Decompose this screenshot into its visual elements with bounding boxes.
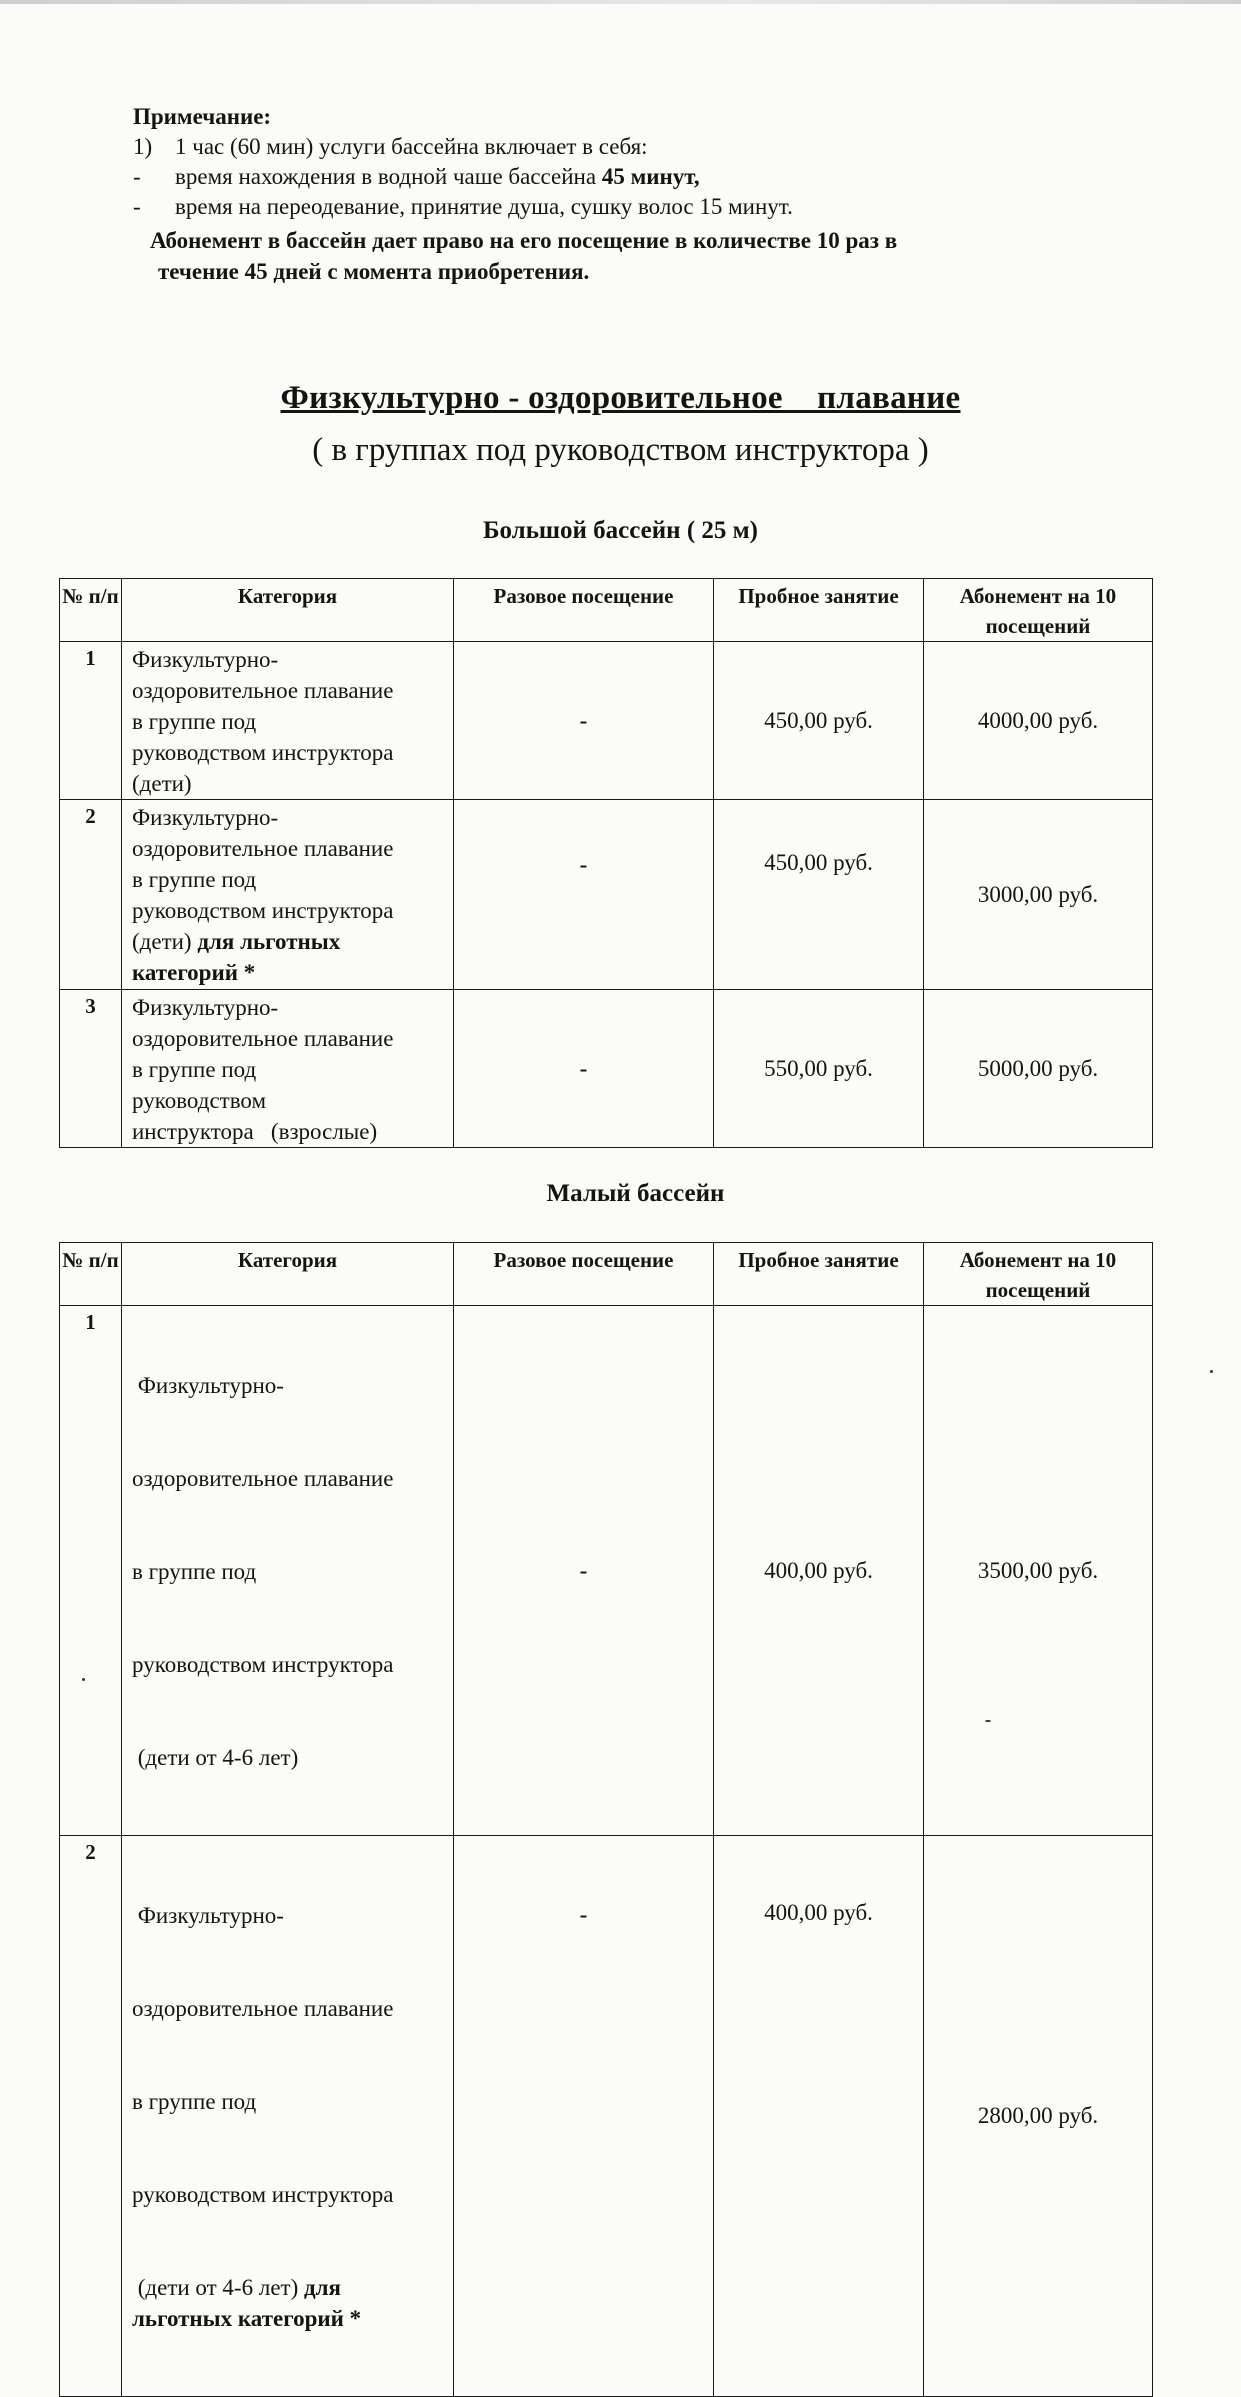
category-line: Физкультурно- [132,1373,284,1398]
category-line [132,2272,445,2334]
small-pool-price-table [59,1242,1153,2397]
note-line-2 [133,162,1133,192]
category-line [132,768,445,799]
table-header-row [60,1243,1153,1306]
category-bold: для льготных категорий * [132,2275,362,2331]
category-line: в группе под [132,2089,257,2114]
header-number: № п/п [60,1243,122,1306]
note-line-2-dash: - [133,164,141,189]
header-subscription: Абонемент на 10 посещений [924,579,1153,642]
subscription-note-line-1: Абонемент в бассейн дает право на его посещение в количестве 10 раз в [150,228,898,253]
note-line-1-number: 1) [133,134,153,159]
small-pool-title: Малый бассейн [546,1180,725,1207]
row-trial-price: 400,00 руб. [714,1306,924,1836]
section-subtitle: ( в группах под руководством инструктора ) [312,432,929,468]
header-number: № п/п [60,579,122,642]
row-number: 1 [60,642,122,800]
header-subscription: Абонемент на 10 посещений [924,1243,1153,1306]
category-bold: для льготных категорий * [132,929,341,985]
category-line [132,926,445,988]
row-category [122,990,454,1148]
big-pool-price-table [59,578,1153,1148]
row-single-visit: - [454,642,714,800]
table-row [60,800,1153,990]
note-line-3 [133,192,1133,222]
note-line-2-bold: 45 минут [601,164,694,189]
note-line-2-comma: , [693,164,700,189]
row-subscription-price: 3000,00 руб. [924,800,1153,990]
category-line: оздоровительное плавание [132,836,394,861]
note-line-2-text: время нахождения в водной чаше бассейна [175,164,602,189]
row-trial-price: 450,00 руб. [714,642,924,800]
row-number: 3 [60,990,122,1148]
row-subscription-price: 4000,00 руб. [924,642,1153,800]
big-pool-title: Большой бассейн ( 25 м) [482,517,759,544]
category-text: (дети от 4-6 лет) [132,2275,304,2300]
category-line [132,1116,445,1147]
subscription-note-line-2: течение 45 дней с момента приобретения. [158,259,590,284]
category-line: оздоровительное плавание [132,1466,394,1491]
category-line: в группе под [132,867,257,892]
row-trial-price: 550,00 руб. [714,990,924,1148]
category-line: в группе под [132,709,257,734]
subscription-note [133,225,1133,287]
row-single-visit: - [454,990,714,1148]
header-category: Категория [122,579,454,642]
row-number: 1 [60,1306,122,1836]
category-line: оздоровительное плавание [132,1996,394,2021]
category-line: оздоровительное плавание [132,1026,394,1051]
row-category [122,1306,454,1836]
scan-speck [1210,1370,1213,1373]
category-text: (дети) [132,929,198,954]
category-line: руководством инструктора [132,2182,394,2207]
category-line [132,1742,445,1773]
header-category: Категория [122,1243,454,1306]
header-trial: Пробное занятие [714,1243,924,1306]
category-line: Физкультурно- [132,805,279,830]
category-line: Физкультурно- [132,995,279,1020]
category-text: (дети от 4-6 лет) [132,1745,299,1770]
category-line: в группе под [132,1559,257,1584]
section-title: Физкультурно - оздоровительное плавание [280,380,961,416]
row-category [122,1836,454,2397]
header-single-visit: Разовое посещение [454,1243,714,1306]
table-row [60,1306,1153,1836]
category-line: руководством [132,1088,267,1113]
note-block [133,102,1133,287]
note-line-3-dash: - [133,194,141,219]
table-row [60,990,1153,1148]
category-text: инструктора (взрослые) [132,1119,378,1144]
category-line: руководством инструктора [132,740,394,765]
row-subscription-price: 5000,00 руб. [924,990,1153,1148]
note-line-3-text: время на переодевание, принятие душа, сушку волос 15 минут. [175,194,793,219]
category-line: руководством инструктора [132,1652,394,1677]
row-category [122,642,454,800]
category-line: Физкультурно- [132,1903,284,1928]
category-line: оздоровительное плавание [132,678,394,703]
row-number: 2 [60,1836,122,2397]
note-title: Примечание: [133,104,272,129]
row-trial-price: 450,00 руб. [714,800,924,990]
scan-edge [0,0,1241,4]
category-text: (дети) [132,771,192,796]
note-line-1-text: 1 час (60 мин) услуги бассейна включает в себя: [175,134,648,159]
category-line: в группе под [132,1057,257,1082]
scan-speck [82,1678,85,1681]
row-number: 2 [60,800,122,990]
category-line: Физкультурно- [132,647,279,672]
table-row [60,1836,1153,2397]
note-line-1 [133,132,1133,162]
table-row [60,642,1153,800]
scan-speck [985,1720,991,1722]
row-subscription-price: 3500,00 руб. [924,1306,1153,1836]
category-line: руководством инструктора [132,898,394,923]
row-trial-price: 400,00 руб. [714,1836,924,2397]
header-trial: Пробное занятие [714,579,924,642]
row-single-visit: - [454,1306,714,1836]
row-subscription-price: 2800,00 руб. [924,1836,1153,2397]
header-single-visit: Разовое посещение [454,579,714,642]
row-category [122,800,454,990]
row-single-visit: - [454,800,714,990]
table-header-row [60,579,1153,642]
row-single-visit: - [454,1836,714,2397]
